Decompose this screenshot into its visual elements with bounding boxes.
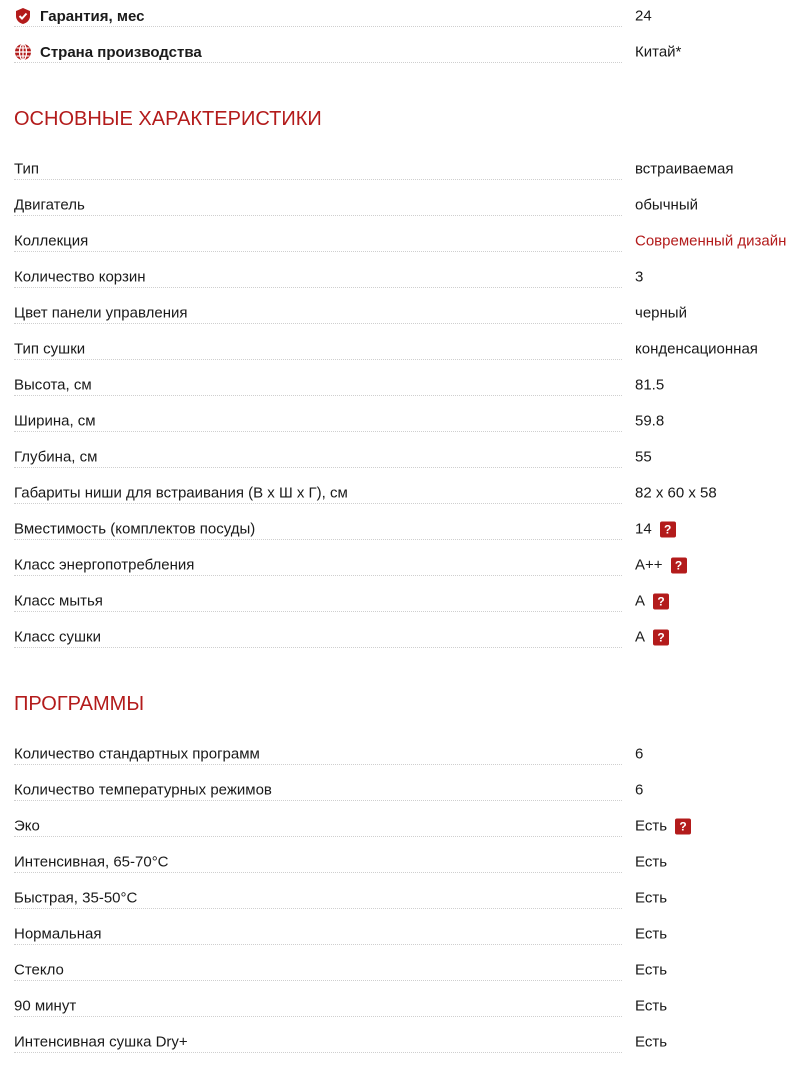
spec-value: [635, 818, 691, 835]
spec-label: 90 минут: [14, 998, 80, 1015]
spec-row: [0, 259, 800, 295]
spec-value-text: 3: [635, 268, 644, 286]
spec-value: [635, 197, 698, 214]
spec-value: [635, 269, 643, 286]
spec-row: [0, 547, 800, 583]
spec-label: Количество температурных режимов: [14, 782, 276, 799]
dotted-leader: [14, 800, 622, 801]
spec-row: [0, 223, 800, 259]
spec-value-text: Есть: [635, 853, 668, 871]
spec-value-text: A: [635, 628, 646, 646]
spec-row: [0, 772, 800, 808]
dotted-leader: [14, 323, 622, 324]
dotted-leader: [14, 287, 622, 288]
dotted-leader: [14, 359, 622, 360]
spec-row: [0, 475, 800, 511]
spec-row: [0, 988, 800, 1024]
spec-value: [635, 413, 664, 430]
spec-row: [0, 916, 800, 952]
spec-label: Ширина, см: [14, 413, 100, 430]
dotted-leader: [14, 431, 622, 432]
help-icon[interactable]: ?: [653, 630, 669, 646]
spec-value: [635, 521, 676, 538]
section-title-main: ОСНОВНЫЕ ХАРАКТЕРИСТИКИ: [14, 108, 322, 130]
spec-value: [635, 377, 664, 394]
spec-value: [635, 998, 667, 1015]
dotted-leader: [14, 62, 622, 63]
spec-value-text: конденсационная: [635, 340, 758, 358]
dotted-leader: [14, 611, 622, 612]
spec-label: Нормальная: [14, 926, 106, 943]
spec-value: [635, 449, 652, 466]
spec-label: Интенсивная, 65-70°C: [14, 854, 173, 871]
spec-value: [635, 593, 669, 610]
globe-icon: [14, 43, 32, 61]
spec-row: [0, 1024, 800, 1060]
spec-label: Вместимость (комплектов посуды): [14, 521, 259, 538]
spec-label-text: Гарантия, мес: [40, 8, 145, 25]
spec-row-country: [0, 34, 800, 70]
spec-value-text: Есть: [635, 817, 668, 835]
spec-value: [635, 485, 717, 502]
section-title-programs: ПРОГРАММЫ: [14, 693, 145, 715]
spec-label: Глубина, см: [14, 449, 101, 466]
dotted-leader: [14, 26, 622, 27]
spec-value-text: черный: [635, 304, 687, 322]
spec-value: [635, 341, 758, 358]
dotted-leader: [14, 215, 622, 216]
spec-row: [0, 367, 800, 403]
dotted-leader: [14, 251, 622, 252]
spec-value-text: 14: [635, 520, 652, 538]
shield-check-icon: [14, 7, 32, 25]
spec-label: Эко: [14, 818, 44, 835]
spec-label: Стекло: [14, 962, 68, 979]
spec-value-text: 82 x 60 x 58: [635, 484, 717, 502]
dotted-leader: [14, 872, 622, 873]
dotted-leader: [14, 503, 622, 504]
spec-value-text: обычный: [635, 196, 698, 214]
spec-value-text: Есть: [635, 889, 668, 907]
dotted-leader: [14, 467, 622, 468]
dotted-leader: [14, 908, 622, 909]
spec-row: [0, 511, 800, 547]
spec-label: Высота, см: [14, 377, 96, 394]
spec-label: Двигатель: [14, 197, 89, 214]
spec-row: [0, 295, 800, 331]
spec-label: Количество корзин: [14, 269, 150, 286]
spec-value: [635, 305, 687, 322]
spec-value-text: Есть: [635, 997, 668, 1015]
spec-label: Коллекция: [14, 233, 92, 250]
spec-label-text: Страна производства: [40, 44, 202, 61]
spec-row: [0, 331, 800, 367]
spec-value: [635, 1034, 667, 1051]
spec-value: [635, 782, 643, 799]
help-icon[interactable]: ?: [675, 819, 691, 835]
spec-label: Класс сушки: [14, 629, 105, 646]
spec-row-warranty: [0, 0, 800, 34]
spec-value-text: 6: [635, 745, 644, 763]
spec-value-text: Есть: [635, 1033, 668, 1051]
spec-row: [0, 619, 800, 655]
spec-row: [0, 736, 800, 772]
spec-value-text: Есть: [635, 961, 668, 979]
help-icon[interactable]: ?: [671, 558, 687, 574]
spec-row: [0, 880, 800, 916]
spec-value-text: Есть: [635, 925, 668, 943]
spec-row: [0, 583, 800, 619]
spec-label: Интенсивная сушка Dry+: [14, 1034, 192, 1051]
spec-value-text: A++: [635, 556, 663, 574]
spec-row: [0, 844, 800, 880]
spec-label: Тип сушки: [14, 341, 89, 358]
help-icon[interactable]: ?: [660, 522, 676, 538]
spec-label: Быстрая, 35-50°C: [14, 890, 141, 907]
spec-value: [635, 854, 667, 871]
spec-value-text: 55: [635, 448, 652, 466]
help-icon[interactable]: ?: [653, 594, 669, 610]
spec-label: [14, 43, 206, 61]
spec-value-link[interactable]: [635, 233, 786, 250]
spec-value: [635, 926, 667, 943]
spec-value: [635, 161, 734, 178]
spec-value-text: A: [635, 592, 646, 610]
spec-label: Цвет панели управления: [14, 305, 191, 322]
spec-value-text: встраиваемая: [635, 160, 734, 178]
dotted-leader: [14, 764, 622, 765]
spec-value: [635, 962, 667, 979]
dotted-leader: [14, 539, 622, 540]
spec-label: Класс энергопотребления: [14, 557, 198, 574]
spec-value-text[interactable]: Современный дизайн: [635, 232, 787, 250]
dotted-leader: [14, 980, 622, 981]
spec-row: [0, 151, 800, 187]
spec-value-text: 6: [635, 781, 644, 799]
spec-value-text: 59.8: [635, 412, 665, 430]
spec-row: [0, 439, 800, 475]
spec-row: [0, 187, 800, 223]
spec-value: [635, 890, 667, 907]
spec-value-text: 81.5: [635, 376, 665, 394]
spec-label: Тип: [14, 161, 43, 178]
spec-value: [635, 746, 643, 763]
spec-value: [635, 629, 669, 646]
spec-label: [14, 7, 148, 25]
spec-value: [635, 557, 687, 574]
dotted-leader: [14, 1016, 622, 1017]
spec-label: Габариты ниши для встраивания (В х Ш х Г), см: [14, 485, 352, 502]
spec-row: [0, 808, 800, 844]
dotted-leader: [14, 647, 622, 648]
dotted-leader: [14, 944, 622, 945]
spec-row: [0, 403, 800, 439]
dotted-leader: [14, 836, 622, 837]
spec-value: Китай*: [635, 43, 682, 61]
spec-value: 24: [635, 7, 652, 25]
dotted-leader: [14, 1052, 622, 1053]
dotted-leader: [14, 395, 622, 396]
spec-label: Количество стандартных программ: [14, 746, 264, 763]
spec-row: [0, 952, 800, 988]
dotted-leader: [14, 575, 622, 576]
spec-label: Класс мытья: [14, 593, 107, 610]
dotted-leader: [14, 179, 622, 180]
